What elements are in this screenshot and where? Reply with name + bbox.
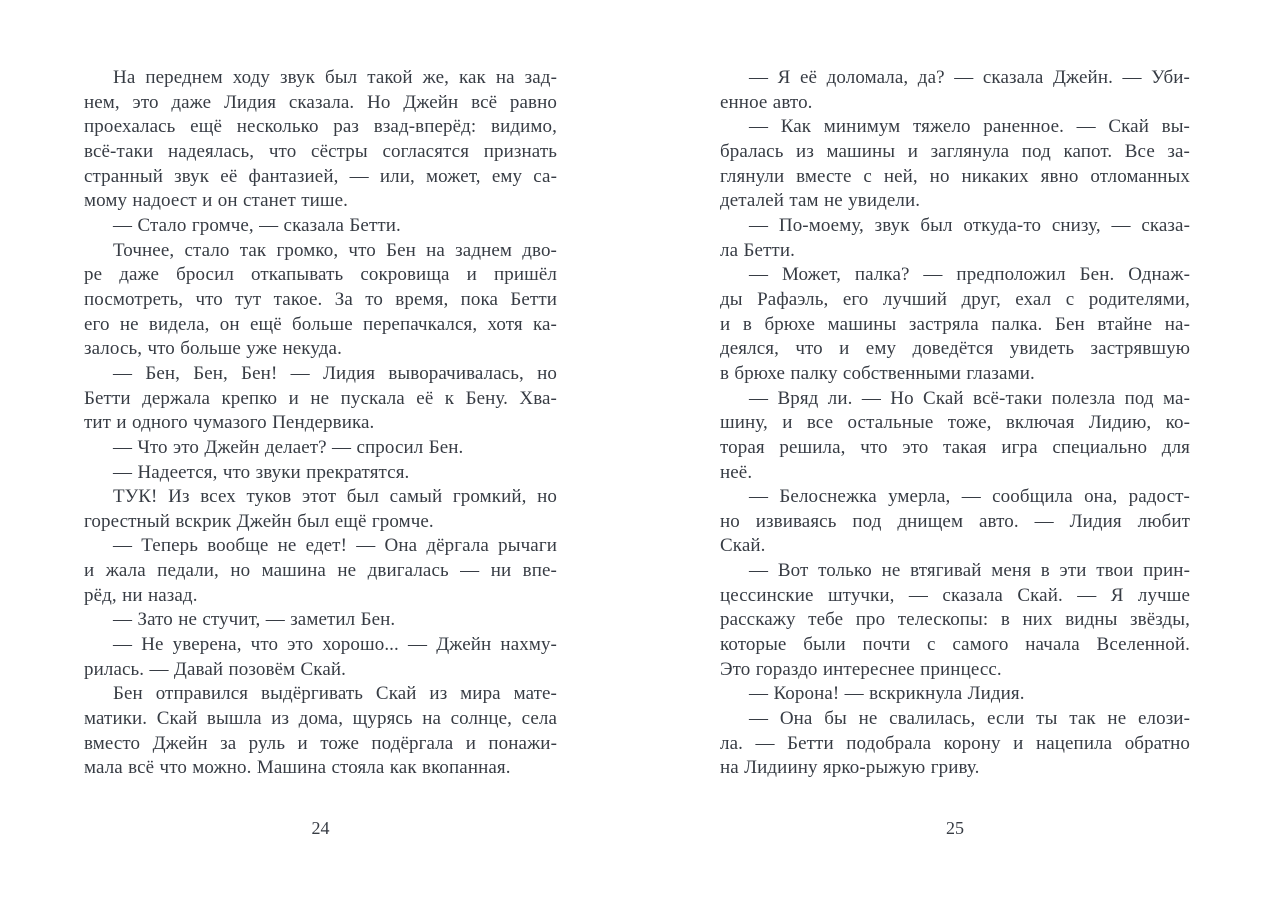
text-line: в брюхе палку собственными глазами.: [720, 362, 1035, 384]
text-line: ре даже бросил откапывать сокровища и пришёл: [84, 264, 557, 286]
text-line: и жала педали, но машина не двигалась — ни впе-: [84, 560, 557, 582]
paragraph: [84, 485, 557, 534]
text-line: — Белоснежка умерла, — сообщила она, радост-: [749, 486, 1190, 508]
text-line: — Я её доломала, да? — сказала Джейн. — Уби-: [749, 67, 1190, 88]
text-line: Скай.: [720, 535, 766, 557]
text-line: бралась из машины и заглянула под капот. Все за-: [720, 140, 1190, 162]
paragraph: [84, 214, 557, 239]
text-line: Бен отправился выдёргивать Скай из мира мате-: [113, 683, 557, 705]
text-line: Это гораздо интереснее принцесс.: [720, 658, 1002, 680]
text-line: странный звук её фантазией, — или, может, ему са-: [84, 165, 557, 187]
text-line: ТУК! Из всех туков этот был самый громкий, но: [113, 486, 557, 508]
text-line: ла Бетти.: [720, 239, 795, 261]
paragraph: [720, 214, 1190, 263]
paragraph: [84, 534, 557, 608]
paragraph: [720, 387, 1190, 486]
text-line: цессинские штучки, — сказала Скай. — Я лучше: [720, 584, 1190, 606]
text-line: вместо Джейн за руль и тоже подёргала и понажи-: [84, 732, 557, 754]
text-line: ла. — Бетти подобрала корону и нацепила обратно: [720, 732, 1190, 754]
text-line: расскажу тебе про телескопы: в них видны звёзды,: [720, 609, 1190, 631]
page-right-text-block: [720, 66, 1190, 781]
text-line: — Надеется, что звуки прекратятся.: [113, 461, 410, 483]
paragraph: [720, 707, 1190, 781]
text-line: глянули вместе с ней, но никаких явно отломанных: [720, 165, 1190, 187]
text-line: шину, и все остальные тоже, включая Лидию, ко-: [720, 412, 1190, 434]
text-line: ды Рафаэль, его лучший друг, ехал с родителями,: [720, 288, 1190, 310]
text-line: которые были почти с самого начала Вселенной.: [720, 634, 1190, 656]
text-line: неё.: [720, 461, 753, 483]
text-line: залось, что больше уже некуда.: [84, 338, 342, 360]
text-line: горестный вскрик Джейн был ещё громче.: [84, 510, 434, 532]
text-line: На переднем ходу звук был такой же, как на зад-: [113, 67, 557, 88]
page-left-text-block: [84, 66, 557, 781]
text-line: — Корона! — вскрикнула Лидия.: [749, 683, 1025, 705]
paragraph: [720, 559, 1190, 682]
text-line: его не видела, он ещё больше перепачкался, хотя ка-: [84, 313, 557, 335]
text-line: — Стало громче, — сказала Бетти.: [113, 214, 401, 236]
paragraph: [84, 66, 557, 214]
paragraph: [84, 436, 557, 461]
text-line: енное авто.: [720, 91, 813, 113]
text-line: — Что это Джейн делает? — спросил Бен.: [113, 436, 464, 458]
text-line: — Как минимум тяжело раненное. — Скай вы-: [749, 116, 1190, 138]
text-line: — Бен, Бен, Бен! — Лидия выворачивалась, но: [113, 362, 557, 384]
text-line: на Лидиину ярко-рыжую гриву.: [720, 757, 980, 779]
paragraph: [84, 682, 557, 781]
text-line: мала всё что можно. Машина стояла как вкопанная.: [84, 757, 511, 779]
text-line: торая решила, что это такая игра специально для: [720, 436, 1190, 458]
text-line: — Теперь вообще не едет! — Она дёргала рычаги: [113, 535, 557, 557]
paragraph: [720, 263, 1190, 386]
text-line: рилась. — Давай позовём Скай.: [84, 658, 347, 680]
text-line: — Вряд ли. — Но Скай всё-таки полезла под ма-: [749, 387, 1190, 409]
paragraph: [720, 66, 1190, 115]
text-line: — Она бы не свалилась, если ты так не елози-: [749, 708, 1190, 730]
text-line: рёд, ни назад.: [84, 584, 198, 606]
text-line: но извиваясь под днищем авто. — Лидия любит: [720, 510, 1190, 532]
text-line: — Может, палка? — предположил Бен. Однаж-: [749, 264, 1190, 286]
text-line: Точнее, стало так громко, что Бен на заднем дво-: [113, 239, 557, 261]
paragraph: [720, 115, 1190, 214]
paragraph: [720, 485, 1190, 559]
paragraph: [84, 362, 557, 436]
text-line: нем, это даже Лидия сказала. Но Джейн всё равно: [84, 91, 557, 113]
text-line: — Не уверена, что это хорошо... — Джейн нахму-: [113, 634, 557, 656]
text-line: деялся, что и ему доведётся увидеть застрявшую: [720, 338, 1190, 360]
text-line: деталей там не увидели.: [720, 190, 921, 212]
text-line: посмотреть, что тут такое. За то время, пока Бетти: [84, 288, 557, 310]
page-number-left: 24: [311, 818, 330, 838]
text-line: и в брюхе машины застряла палка. Бен втайне на-: [720, 313, 1190, 335]
text-line: матики. Скай вышла из дома, щурясь на солнце, села: [84, 708, 557, 730]
text-line: Бетти держала крепко и не пускала её к Бену. Хва-: [84, 387, 557, 409]
text-line: — Зато не стучит, — заметил Бен.: [113, 609, 396, 631]
text-line: — По-моему, звук был откуда-то снизу, — сказа-: [749, 214, 1190, 236]
text-line: проехалась ещё несколько раз взад-вперёд: видимо,: [84, 116, 557, 138]
paragraph: [84, 461, 557, 486]
text-line: тит и одного чумазого Пендервика.: [84, 412, 375, 434]
paragraph: [84, 239, 557, 362]
page-number-right: 25: [946, 818, 964, 838]
text-line: — Вот только не втягивай меня в эти твои прин-: [749, 560, 1190, 582]
paragraph: [84, 608, 557, 633]
text-line: всё-таки надеялась, что сёстры согласятся признать: [84, 140, 557, 162]
text-line: мому надоест и он станет тише.: [84, 190, 349, 212]
paragraph: [720, 682, 1190, 707]
paragraph: [84, 633, 557, 682]
